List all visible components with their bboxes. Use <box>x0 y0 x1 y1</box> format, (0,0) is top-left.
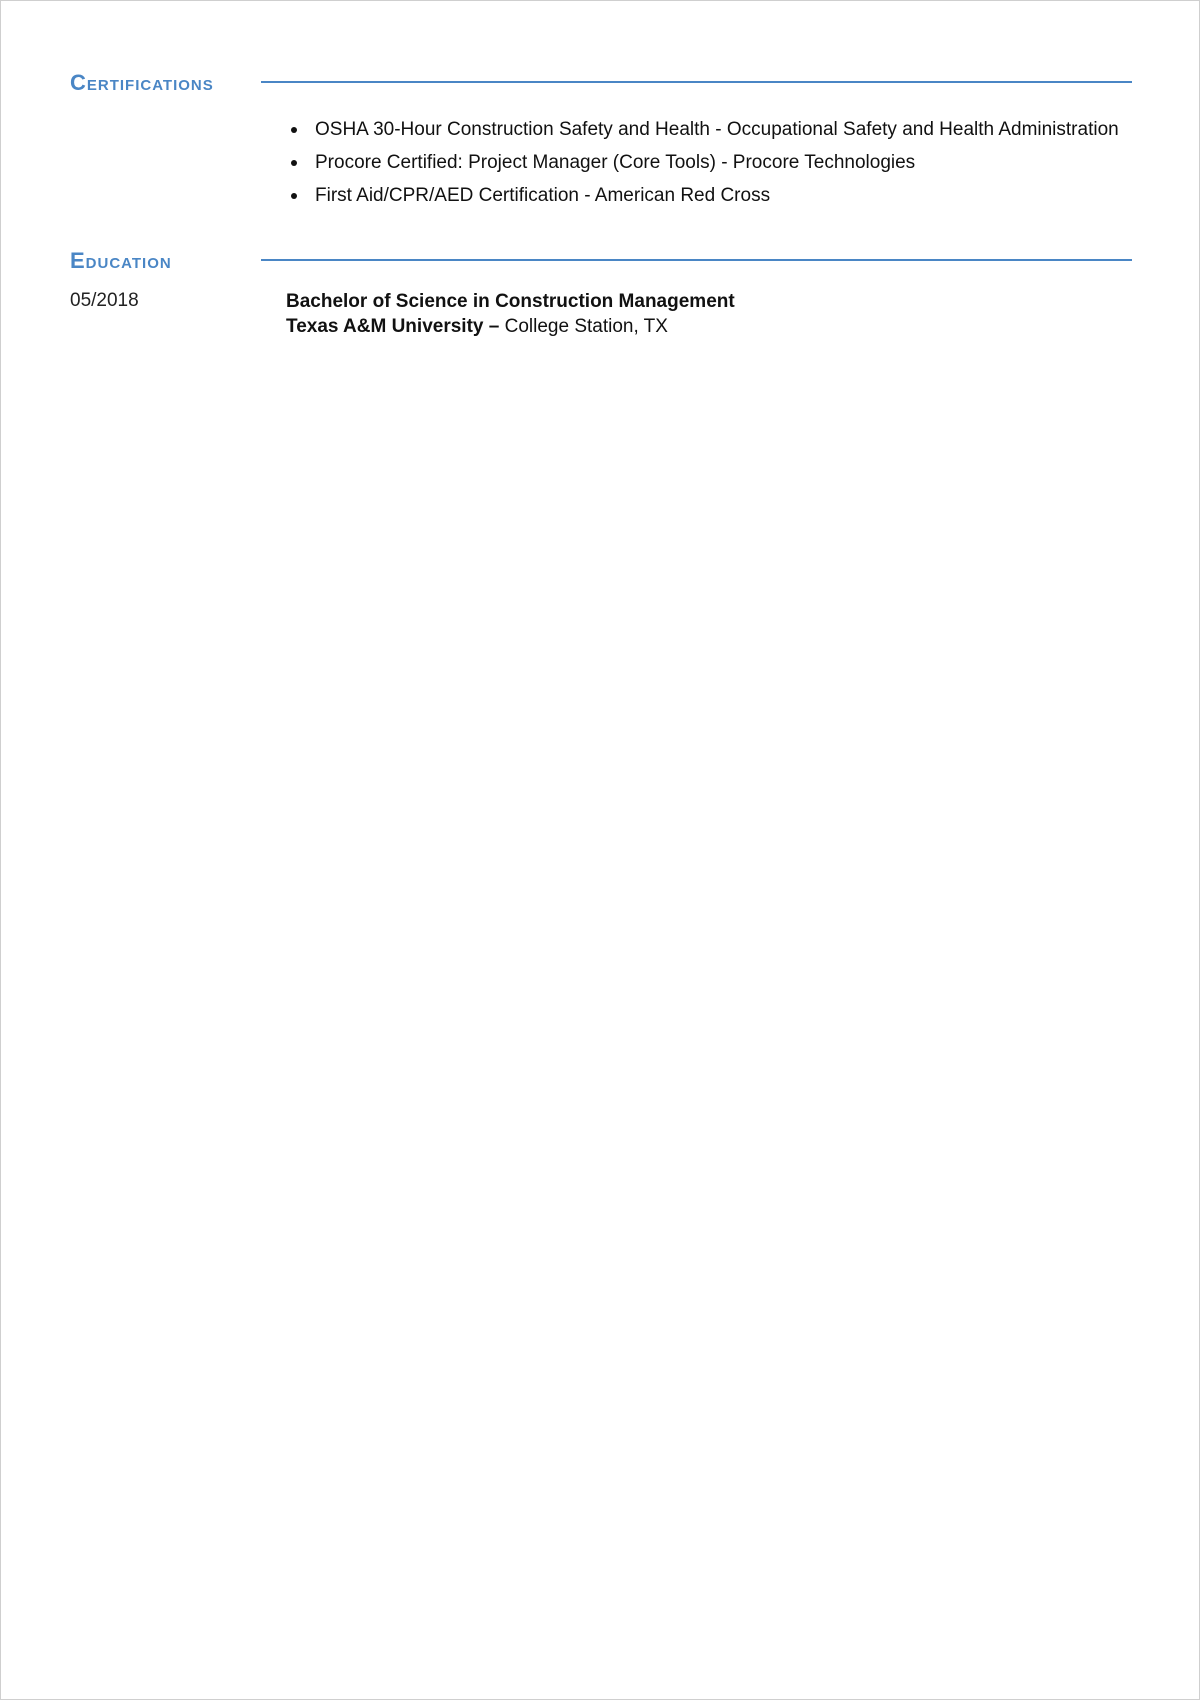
certifications-list <box>289 113 1129 212</box>
bullet-icon <box>291 160 297 166</box>
bullet-icon <box>291 193 297 199</box>
certification-text: OSHA 30-Hour Construction Safety and Health - Occupational Safety and Health Administration <box>315 119 1119 140</box>
certification-text: First Aid/CPR/AED Certification - American Red Cross <box>315 185 771 206</box>
certification-item <box>289 146 1129 179</box>
certifications-title: Certifications <box>70 70 214 95</box>
bullet-icon <box>291 127 297 133</box>
certifications-section <box>70 69 1132 206</box>
education-title: Education <box>70 248 172 273</box>
education-section <box>70 247 1132 337</box>
certification-item <box>289 179 1129 212</box>
education-location: College Station, TX <box>504 316 668 337</box>
education-header <box>70 247 1132 277</box>
education-date: 05/2018 <box>70 290 139 311</box>
education-separator: – <box>488 316 500 337</box>
education-divider <box>261 259 1132 261</box>
education-degree: Bachelor of Science in Construction Management <box>286 291 735 312</box>
education-school-line <box>286 314 1126 339</box>
certification-text: Procore Certified: Project Manager (Core Tools) - Procore Technologies <box>315 152 916 173</box>
education-entry <box>286 289 1126 339</box>
education-school: Texas A&M University <box>286 316 484 337</box>
certifications-header <box>70 69 1132 99</box>
certification-item <box>289 113 1129 146</box>
certifications-divider <box>261 81 1132 83</box>
